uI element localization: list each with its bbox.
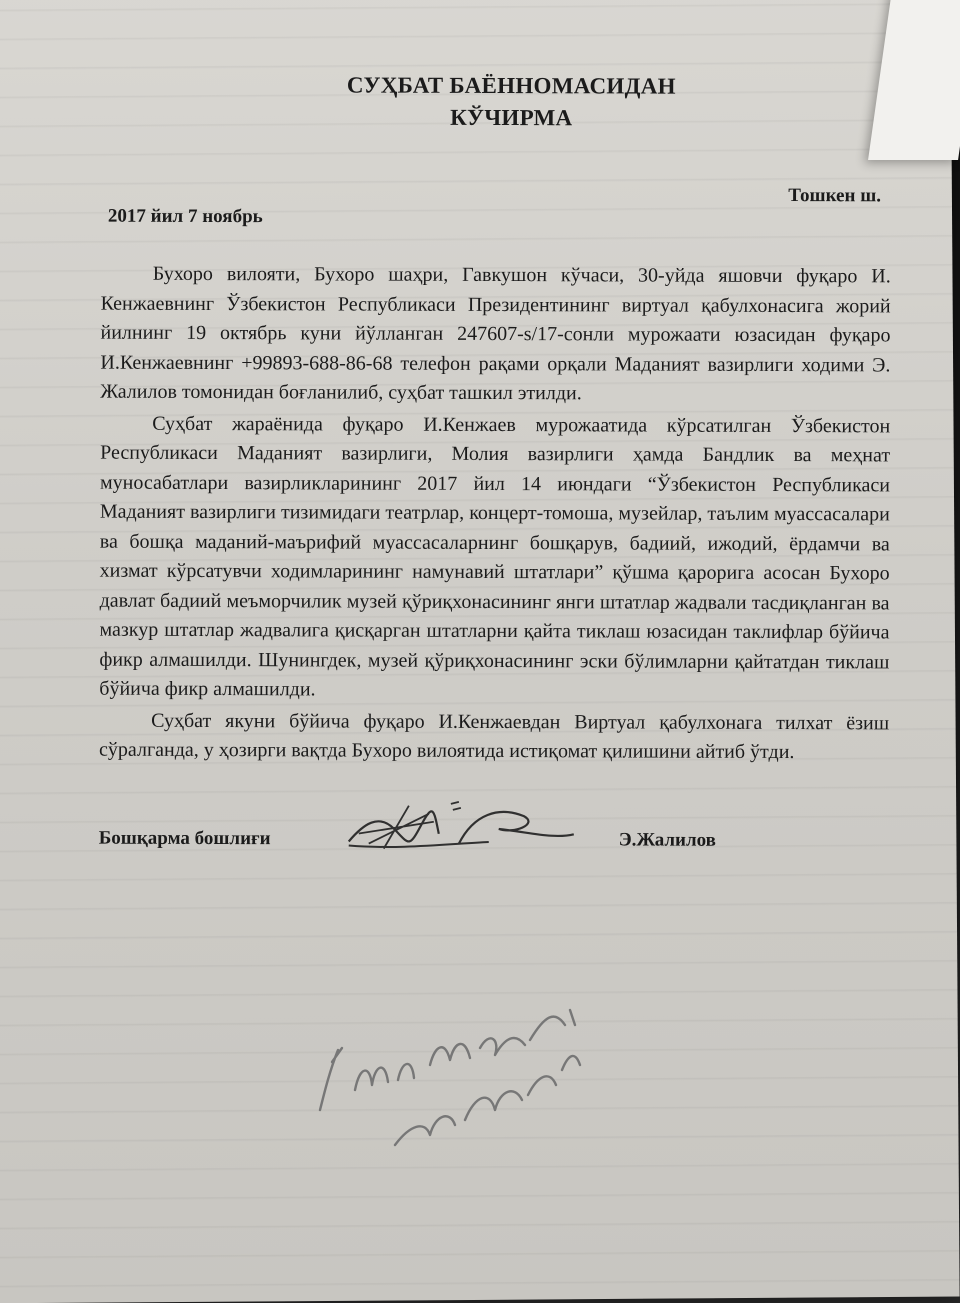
paragraph-3: Суҳбат якуни бўйича фуқаро И.Кенжаевдан Виртуал қабулхонага тилхат ёзиш сўралганда, у ҳозирги вақтда Бухоро вилоятида истиқомат қилишини айтиб ўтди. [99, 709, 890, 764]
signer-name: Э.Жалилов [618, 828, 716, 851]
title-line-2: КЎЧИРМА [450, 104, 573, 131]
document-meta [101, 185, 891, 241]
paragraph-2: Суҳбат жараёнида фуқаро И.Кенжаев мурожаатида кўрсатилган Ўзбекистон Республикаси Маданият вазирлиги, Молия вазирлиги ҳамда Бандлик ва меҳнат муносабатлари вазирликларининг 2017 йил 14 июндаги “Ўзбекистон Республикаси Маданият вазирлиги тизимидаги театрлар, концерт-томоша, музейлар, таълим муассасалари ва бошқа маданий-маърифий муассасаларнинг бошқарув, бадиий, ижодий, ёрдамчи ва хизмат кўрсатувчи ходимларининг намунавий штатлари” қўшма қарорига асосан Бухоро давлат бадиий меъморчилик музей қўриқхонасининг янги штатлар жадвали тасдиқланган ва мазкур штатлар жадвалига қисқарган штатларни қайта тиклаш юзасидан таклифлар бўйича фикр алмашилди. Шунингдек, музей қўриқхонасининг эски бўлимларни қайтатдан тиклаш бўйича фикр алмашилди. [99, 412, 891, 701]
document-date: 2017 йил 7 ноябрь [107, 205, 263, 228]
document-text [99, 260, 891, 768]
signer-role: Бошқарма бошлиғи [98, 827, 271, 849]
document-title [131, 69, 891, 136]
paragraph-1: Бухоро вилояти, Бухоро шаҳри, Гавкушон кўчаси, 30-уйда яшовчи фуқаро И. Кенжаевнинг Ўзбекистон Республикаси Президентининг виртуал қабулхонасига жорий йилнинг 19 октябрь куни йўлланган 247607-s/17-сонли мурожаати юзасидан фуқаро И.Кенжаевнинг +99893-688-86-68 телефон рақами орқали Маданият вазирлиги ходими Э. Жалилов томонидан боғланилиб, суҳбат ташкил этилди. [100, 262, 891, 405]
document-body [99, 69, 892, 900]
signature-block [99, 817, 889, 900]
signature-drawing [339, 793, 579, 864]
title-line-1: СУҲБАТ БАЁННОМАСИДАН [346, 72, 676, 99]
document-city: Тошкен ш. [788, 185, 882, 207]
handwritten-note [300, 970, 590, 1170]
